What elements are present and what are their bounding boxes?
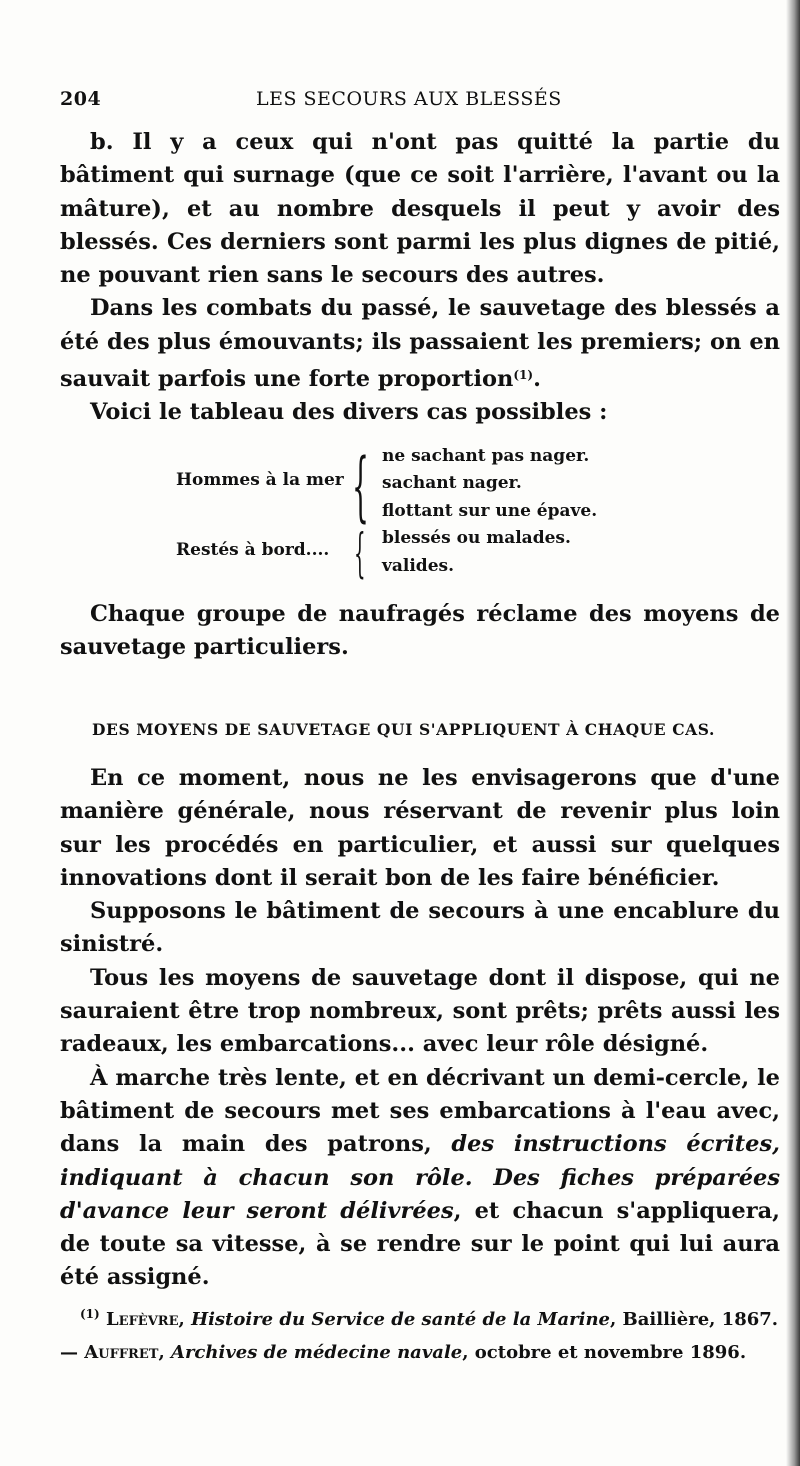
footnote-author-2: Auffret bbox=[84, 1342, 159, 1363]
text-block-main bbox=[60, 762, 780, 1295]
paragraph-voici: Voici le tableau des divers cas possibles : bbox=[90, 399, 608, 426]
group-label-on-board: Restés à bord.... bbox=[176, 540, 330, 560]
case-option: flottant sur une épave. bbox=[382, 501, 598, 521]
footnote-ref: (1) bbox=[513, 368, 534, 383]
footnotes bbox=[60, 1298, 780, 1369]
paragraph-marche-italic: des instructions écrites, indiquant à chacun son rôle. Des fiches préparées d'avance leur seront délivrées bbox=[60, 1131, 780, 1224]
footnote-work-1: Histoire du Service de santé de la Marine bbox=[191, 1309, 610, 1330]
page-edge-shadow bbox=[786, 0, 800, 1466]
text-block-top bbox=[60, 126, 780, 430]
paragraph-combats-end: . bbox=[533, 366, 541, 393]
footnote-work-2: Archives de médecine navale bbox=[170, 1342, 463, 1363]
cases-table bbox=[176, 440, 606, 584]
page-header bbox=[60, 88, 750, 114]
case-option: blessés ou malades. bbox=[382, 528, 571, 548]
footnote-sep-1: , bbox=[178, 1309, 192, 1330]
paragraph-b: b. Il y a ceux qui n'ont pas quitté la partie du bâtiment qui surnage (que ce soit l'arrière, l'avant ou la mâture), et au nombre desquels il peut y avoir des blessés. Ces derniers sont parmi les plus dignes de pitié, ne pouvant rien sans le secours des autres. bbox=[60, 129, 780, 289]
case-option: valides. bbox=[382, 556, 455, 576]
paragraph-supposons: Supposons le bâtiment de secours à une encablure du sinistré. bbox=[60, 898, 780, 958]
text-block-chaque bbox=[60, 598, 780, 665]
brace-group-1: { bbox=[352, 441, 369, 530]
running-title: LES SECOURS AUX BLESSÉS bbox=[256, 88, 562, 110]
footnote-pub-1: , Baillière, 1867. — bbox=[60, 1309, 779, 1363]
footnote-pub-2: , octobre et novembre 1896. bbox=[462, 1342, 747, 1363]
case-option: ne sachant pas nager. bbox=[382, 446, 590, 466]
paragraph-marche bbox=[60, 1062, 780, 1295]
case-option: sachant nager. bbox=[382, 473, 522, 493]
footnote-marker: (1) bbox=[80, 1307, 100, 1321]
footnote-1 bbox=[60, 1298, 780, 1369]
paragraph-tous: Tous les moyens de sauvetage dont il dispose, qui ne sauraient être trop nombreux, sont prêts; prêts aussi les radeaux, les embarcations... avec leur rôle désigné. bbox=[60, 964, 780, 1058]
paragraph-combats-text: Dans les combats du passé, le sauvetage des blessés a été des plus émouvants; ils passaient les premiers; on en sauvait parfois une forte proportion bbox=[60, 295, 780, 393]
paragraph-moment: En ce moment, nous ne les envisagerons que d'une manière générale, nous réservant de revenir plus loin sur les procédés en particulier, et aussi sur quelques innovations dont il serait bon de les faire bénéficier. bbox=[60, 765, 780, 891]
brace-group-2: { bbox=[354, 524, 366, 584]
paragraph-marche-start: À marche très lente, et en décrivant un demi-cercle, le bâtiment de secours met ses embarcations à l'eau avec, dans la main des patrons, bbox=[60, 1064, 780, 1158]
paragraph-chaque: Chaque groupe de naufragés réclame des moyens de sauvetage particuliers. bbox=[60, 601, 780, 661]
footnote-sep-2: , bbox=[158, 1342, 171, 1363]
footnote-author-1: Lefèvre bbox=[106, 1309, 179, 1330]
page-number: 204 bbox=[60, 88, 102, 110]
group-label-men-overboard: Hommes à la mer bbox=[176, 470, 344, 490]
section-heading: DES MOYENS DE SAUVETAGE QUI S'APPLIQUENT À CHAQUE CAS. bbox=[92, 720, 716, 739]
paragraph-combats bbox=[60, 292, 780, 396]
paragraph-marche-end: , et chacun s'appliquera, de toute sa vitesse, à se rendre sur le point qui lui aura été assigné. bbox=[60, 1197, 781, 1291]
